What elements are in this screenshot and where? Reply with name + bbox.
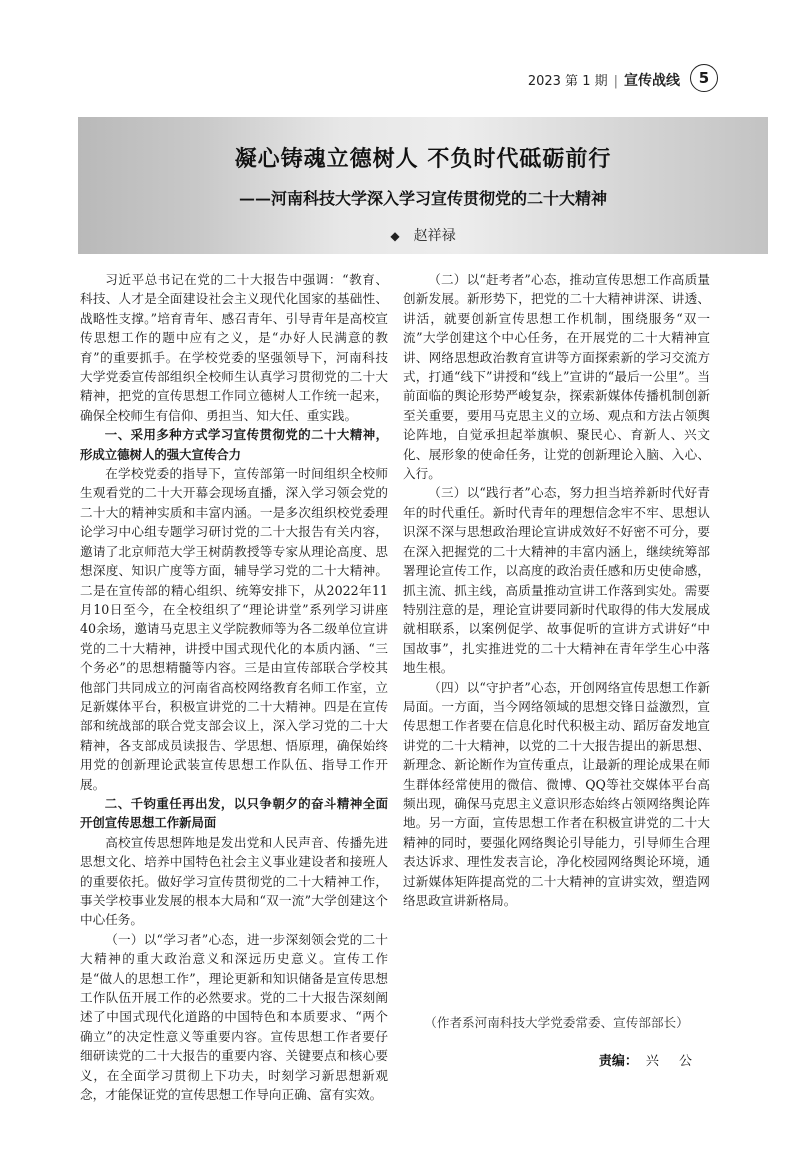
- right-column: [403, 270, 710, 910]
- body-paragraph: （四）以“守护者”心态，开创网络宣传思想工作新局面。一方面，当今网络领域的思想交锋日益激烈，宣传思想工作者要在信息化时代积极主动、蹈厉奋发地宣讲党的二十大精神，以党的二十大报告提出的新思想、新理念、新论断作为宣传重点，让最新的理论成果在师生群体经常使用的微信、微博、QQ等社交媒体平台高频出现，确保马克思主义意识形态始终占领网络舆论阵地。另一方面，宣传思想工作者在积极宣讲党的二十大精神的同时，要强化网络舆论引导能力，引导师生合理表达诉求、理性发表言论，净化校园网络舆论环境，通过新媒体矩阵提高党的二十大精神的宣讲实效，塑造网络思政宣讲新格局。: [403, 679, 710, 908]
- diamond-icon: ◆: [390, 229, 400, 243]
- editor-label: 责编：: [598, 1054, 638, 1069]
- page-header: [0, 62, 800, 92]
- body-paragraph: （一）以“学习者”心态，进一步深刻领会党的二十大精神的重大政治意义和深远历史意义。宣传工作是“做人的思想工作”，理论更新和知识储备是宣传思想工作队伍开展工作的必然要求。党的二十大报告深刻阐述了中国式现代化道路的中国特色和本质要求、“两个确立”的决定性意义等重要内容。宣传思想工作者要仔细研读党的二十大报告的重要内容、关键要点和核心要义，在全面学习贯彻上下功夫，时刻学习新思想新观念，才能保证党的宣传思想工作导向正确、富有实效。: [80, 931, 388, 1103]
- article-subtitle: ——河南科技大学深入学习宣传贯彻党的二十大精神: [238, 189, 607, 208]
- header-separator: |: [613, 74, 618, 89]
- running-header: [528, 70, 680, 90]
- author-name: 赵祥禄: [413, 228, 456, 244]
- article-title: 凝心铸魂立德树人 不负时代砥砺前行: [234, 147, 612, 172]
- body-paragraph: 在学校党委的指导下，宣传部第一时间组织全校师生观看党的二十大开幕会现场直播，深入学习领会党的二十大的精神实质和丰富内涵。一是多次组织校党委理论学习中心组专题学习研讨党的二十大报告有关内容，邀请了北京师范大学王树荫教授等专家从理论高度、思想深度、知识广度等方面，辅导学习党的二十大精神。二是在宣传部的精心组织、统筹安排下，从2022年11月10日至今，在全校组织了“理论讲堂”系列学习讲座40余场，邀请马克思主义学院教师等为各二级单位宣讲党的二十大精神，讲授中国式现代化的本质内涵、“三个务必”的思想精髓等内容。三是由宣传部联合学校其他部门共同成立的河南省高校网络教育名师工作室，立足新媒体平台，积极宣讲党的二十大精神。四是在宣传部和统战部的联合党支部会议上，深入学习党的二十大精神，各支部成员读报告、学思想、悟原理，确保始终用党的创新理论武装宣传思想工作队伍、指导工作开展。: [80, 466, 388, 792]
- section-heading-1: 一、采用多种方式学习宣传贯彻党的二十大精神，形成立德树人的强大宣传合力: [80, 427, 388, 462]
- body-paragraph: （二）以“赶考者”心态，推动宣传思想工作高质量创新发展。新形势下，把党的二十大精神讲深、讲透、讲活，就要创新宣传思想工作机制，围绕服务“双一流”大学创建这个中心任务，在开展党的二十大精神宣讲、网络思想政治教育宣讲等方面探索新的学习交流方式，打通“线下”讲授和“线上”宣讲的“最后一公里”。当前面临的舆论形势严峻复杂，探索新媒体传播机制创新至关重要，要用马克思主义的立场、观点和方法占领舆论阵地，自觉承担起举旗帜、聚民心、育新人、兴文化、展形象的使命任务，让党的创新理论入脑、入心、入行。: [403, 272, 710, 482]
- title-banner: [78, 117, 768, 254]
- body-paragraph: 高校宣传思想阵地是发出党和人民声音、传播先进思想文化、培养中国特色社会主义事业建设者和接班人的重要依托。做好学习宣传贯彻党的二十大精神工作，事关学校事业发展的根本大局和“双一流”大学创建这个中心任务。: [80, 834, 388, 928]
- editor-credit: [599, 1050, 700, 1069]
- section-heading-2: 二、千钧重任再出发，以只争朝夕的奋斗精神全面开创宣传思想工作新局面: [80, 795, 388, 831]
- intro-paragraph: 习近平总书记在党的二十大报告中强调：“教育、科技、人才是全面建设社会主义现代化国家的基础性、战略性支撑。”培育青年、感召青年、引导青年是高校宣传思想工作的题中应有之义，是“办好人民满意的教育”的重要抓手。在学校党委的坚强领导下，河南科技大学党委宣传部组织全校师生认真学习贯彻党的二十大精神，把党的宣传思想工作同立德树人工作统一起来，确保全校师生有信仰、勇担当、知大任、重实践。: [80, 272, 388, 423]
- body-paragraph: （三）以“践行者”心态，努力担当培养新时代好青年的时代重任。新时代青年的理想信念牢不牢、思想认识深不深与思想政治理论宣讲成效好不好密不可分，要在深入把握党的二十大精神的丰富内涵上，继续统筹部署理论宣传工作，以高度的政治责任感和历史使命感，抓主流、抓主线，高质量推动宣讲工作落到实处。需要特别注意的是，理论宣讲要同新时代取得的伟大发展成就相联系，以案例促学、故事促听的宣讲方式讲好“中国故事”，扎实推进党的二十大精神在青年学生心中落地生根。: [403, 485, 710, 676]
- author-note: （作者系河南科技大学党委常委、宣传部部长）: [424, 1015, 689, 1030]
- editor-name: 兴 公: [645, 1054, 700, 1069]
- page-number: 5: [690, 64, 718, 92]
- issue-label: 2023 第 1 期: [527, 74, 608, 89]
- author-line: [78, 225, 768, 245]
- journal-name: 宣传战线: [624, 73, 680, 89]
- left-column: [80, 270, 388, 1104]
